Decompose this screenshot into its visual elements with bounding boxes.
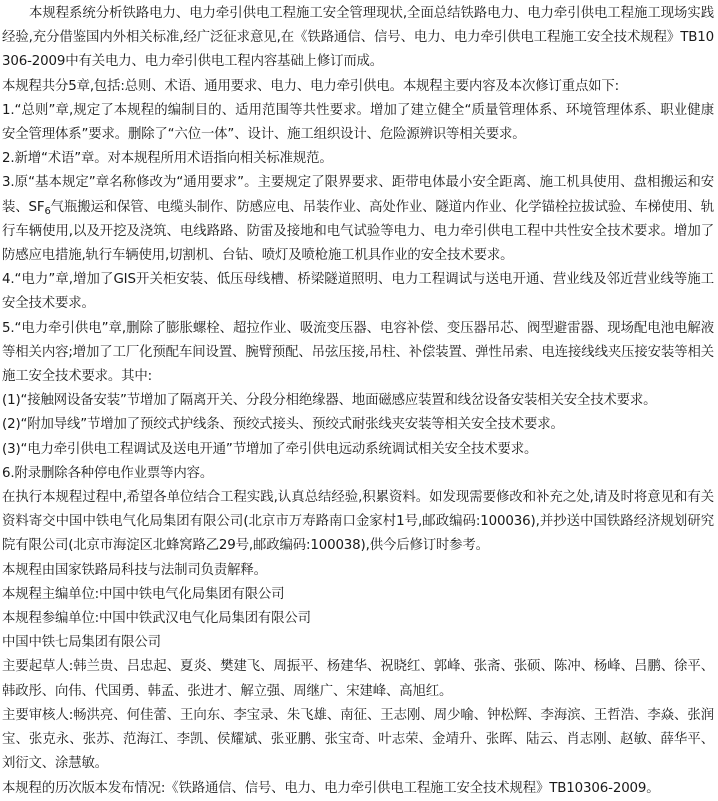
version-history: 本规程的历次版本发布情况:《铁路通信、信号、电力、电力牵引供电工程施工安全技术规程》TB10306-2009。 [2, 780, 660, 796]
revision-subitem-1: (1)“接触网设备安装”节增加了隔离开关、分段分相绝缘器、地面磁感应装置和线岔设备安装相关安全技术要求。 [2, 393, 657, 409]
revision-subitem-3: (3)“电力牵引供电工程调试及送电开通”节增加了牵引供电远动系统调试相关安全技术要求。 [2, 441, 538, 457]
revision-item-5: 5.“电力牵引供电”章,删除了膨胀螺栓、超拉作业、吸流变压器、电容补偿、变压器吊芯、阀型避雷器、现场配电池电解液等相关内容;增加了工厂化预配车间设置、腕臂预配、吊弦压接,吊柱、补偿装置、弹性吊索、电连接线线夹压接安装等相关施工安全技术要求。其中: [2, 320, 714, 385]
drafters-list: 主要起草人:韩兰贵、吕忠起、夏炎、樊建飞、周振平、杨建华、祝晓红、郭峰、张斋、张硕、陈冲、杨峰、吕鹏、徐平、韩政彤、向伟、代国勇、韩孟、张进才、解立强、周继广、宋建峰、高旭红。 [2, 659, 714, 699]
reviewers-list: 主要审核人:畅洪亮、何佳蕾、王向东、李宝录、朱飞雄、南征、王志刚、周少喻、钟松辉、李海滨、王哲浩、李焱、张润宝、张克永、张苏、范海江、李凯、侯耀斌、张亚鹏、张宝奇、叶志荣、金靖升、张晖、陆云、肖志刚、赵敏、薛华平、刘衍文、涂慧敏。 [2, 707, 714, 772]
chief-editor-unit: 本规程主编单位:中国中铁电气化局集团有限公司 [2, 586, 285, 602]
intro-paragraph: 本规程系统分析铁路电力、电力牵引供电工程施工安全管理现状,全面总结铁路电力、电力牵引供电工程施工现场实践经验,充分借鉴国内外相关标准,经广泛征求意见,在《铁路通信、信号、电力、电力牵引供电工程施工安全技术规程》TB10306-2009中有关电力、电力牵引供电工程内容基础上修订而成。 [2, 6, 714, 70]
revision-item-1: 1.“总则”章,规定了本规程的编制目的、适用范围等共性要求。增加了建立健全“质量管理体系、环境管理体系、职业健康安全管理体系”要求。删除了“六位一体”、设计、施工组织设计、危险源辨识等相关要求。 [2, 102, 714, 143]
interpretation-paragraph: 本规程由国家铁路局科技与法制司负责解释。 [2, 562, 267, 578]
revision-item-2: 2.新增“术语”章。对本规程所用术语指向相关标准规范。 [2, 151, 333, 167]
revision-item-3 [2, 171, 714, 268]
participating-unit-2: 中国中铁七局集团有限公司 [2, 635, 161, 651]
feedback-paragraph: 在执行本规程过程中,希望各单位结合工程实践,认真总结经验,积累资料。如发现需要修改和补充之处,请及时将意见和有关资料寄交中国中铁电气化局集团有限公司(北京市万寿路南口金家村1号,邮政编码:100036),并抄送中国铁路经济规划研究院有限公司(北京市海淀区北蜂窝路乙29号,邮政编码:100038),供今后修订时参考。 [2, 490, 714, 554]
participating-unit: 本规程参编单位:中国中铁武汉电气化局集团有限公司 [2, 611, 311, 627]
revision-item-6: 6.附录删除各种停电作业票等内容。 [2, 465, 214, 481]
revision-item-4: 4.“电力”章,增加了GIS开关柜安装、低压母线槽、桥梁隧道照明、电力工程调试与送电开通、营业线及邻近营业线等施工安全技术要求。 [2, 272, 714, 312]
revision-item-3-part-b: 气瓶搬运和保管、电缆头制作、防感应电、吊装作业、高处作业、隧道内作业、化学锚栓拉拔试验、车梯使用、轨行车辆使用,以及开挖及浇筑、电线路路、防雷及接地和电气试验等电力、电力牵引供电工程中共性安全技术要求。增加了防感应电措施,轨行车辆使用,切割机、台钻、喷灯及喷枪施工机具作业的安全技术要求。 [2, 199, 714, 264]
summary-paragraph: 本规程共分5章,包括:总则、术语、通用要求、电力、电力牵引供电。本规程主要内容及本次修订重点如下: [2, 78, 620, 94]
revision-subitem-2: (2)“附加导线”节增加了预绞式护线条、预绞式接头、预绞式耐张线夹安装等相关安全技术要求。 [2, 417, 564, 433]
revision-item-3-part-a: 3.原“基本规定”章名称修改为“通用要求”。主要规定了限界要求、距带电体最小安全距离、施工机具使用、盘相搬运和安装、SF [2, 175, 714, 215]
revision-item-3-subscript: 6 [44, 205, 51, 217]
